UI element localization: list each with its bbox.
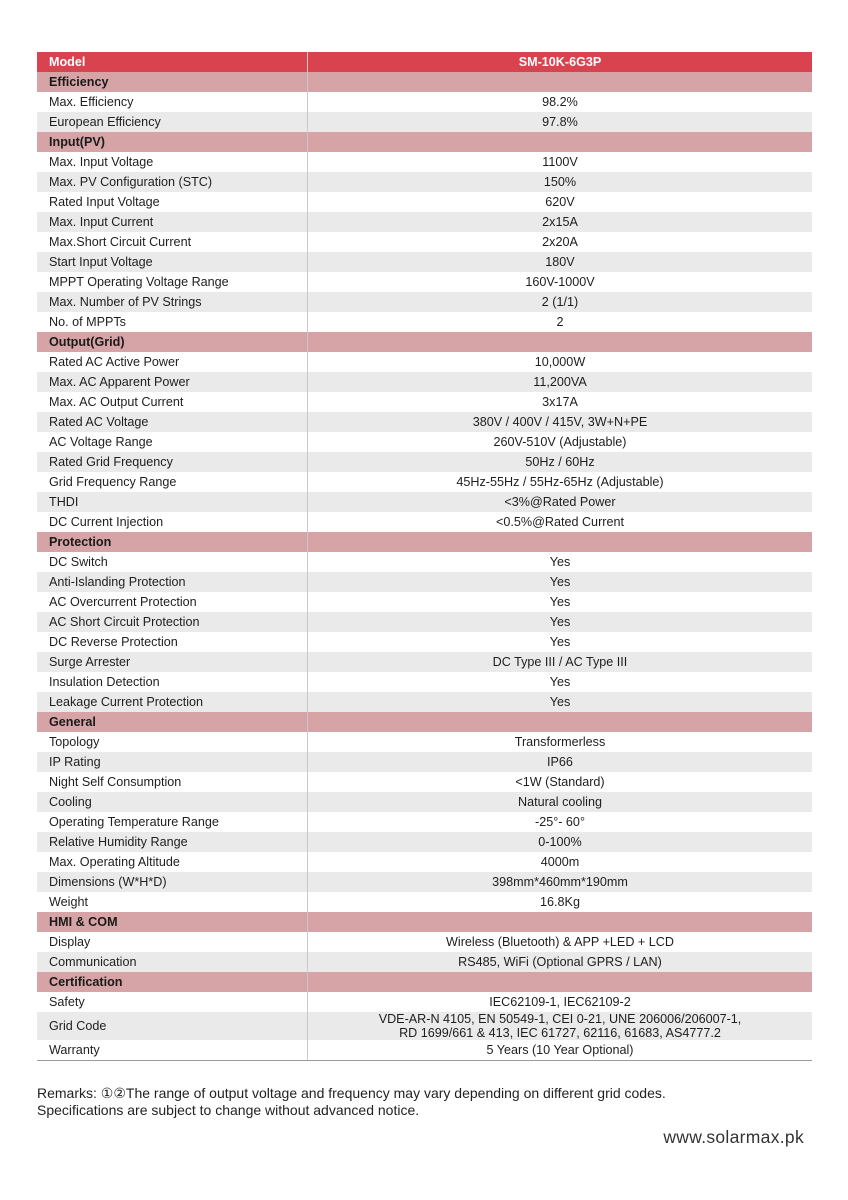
spec-label: Grid Code: [37, 1012, 308, 1040]
table-row: [37, 1012, 812, 1040]
spec-label: Display: [37, 932, 308, 952]
spec-value: IEC62109-1, IEC62109-2: [489, 995, 631, 1009]
spec-label: Relative Humidity Range: [37, 832, 308, 852]
model-name: SM-10K-6G3P: [308, 52, 813, 72]
spec-label: DC Switch: [37, 552, 308, 572]
table-row: [37, 212, 812, 232]
spec-label: Leakage Current Protection: [37, 692, 308, 712]
spec-label: Max. Input Current: [37, 212, 308, 232]
header-label: Model: [37, 52, 308, 72]
remarks-line-1: Remarks: ①②The range of output voltage and frequency may vary depending on different grid codes.: [37, 1085, 666, 1101]
table-row: [37, 452, 812, 472]
spec-label: Weight: [37, 892, 308, 912]
spec-label: Grid Frequency Range: [37, 472, 308, 492]
table-row: [37, 792, 812, 812]
spec-label: DC Reverse Protection: [37, 632, 308, 652]
spec-value: 97.8%: [308, 112, 813, 132]
table-row: [37, 232, 812, 252]
table-row: [37, 752, 812, 772]
website-url: www.solarmax.pk: [663, 1127, 804, 1147]
spec-label: Operating Temperature Range: [37, 812, 308, 832]
spec-value: 2x20A: [542, 235, 578, 249]
spec-value: 2: [556, 315, 564, 329]
section-header: [37, 712, 812, 732]
table-row: [37, 552, 812, 572]
table-row: [37, 412, 812, 432]
spec-label: European Efficiency: [37, 112, 308, 132]
spec-label: Rated AC Voltage: [37, 412, 308, 432]
table-row: [37, 992, 812, 1012]
section-header: [37, 72, 812, 92]
spec-value: 380V / 400V / 415V, 3W+N+PE: [308, 412, 813, 432]
section-title: Efficiency: [37, 72, 308, 92]
spec-label: Anti-Islanding Protection: [37, 572, 308, 592]
spec-label: Rated AC Active Power: [37, 352, 308, 372]
spec-value: 3x17A: [542, 395, 578, 409]
spec-value: 2x15A: [308, 212, 813, 232]
table-row: [37, 352, 812, 372]
table-row: [37, 812, 812, 832]
spec-value: Yes: [308, 612, 813, 632]
table-row: [37, 192, 812, 212]
section-title: Output(Grid): [37, 332, 308, 352]
spec-label: Max. PV Configuration (STC): [37, 172, 308, 192]
spec-label: Rated Input Voltage: [37, 192, 308, 212]
spec-value-line: RD 1699/661 & 413, IEC 61727, 62116, 61683, AS4777.2: [399, 1026, 721, 1040]
section-header: [37, 132, 812, 152]
table-header-row: [37, 52, 812, 72]
spec-value: 398mm*460mm*190mm: [308, 872, 813, 892]
table-row: [37, 692, 812, 712]
spec-label: AC Short Circuit Protection: [37, 612, 308, 632]
spec-value: 16.8Kg: [540, 895, 580, 909]
spec-label: AC Voltage Range: [37, 432, 308, 452]
spec-value: Yes: [308, 572, 813, 592]
spec-label: Max. Operating Altitude: [37, 852, 308, 872]
spec-label: THDI: [37, 492, 308, 512]
spec-value-line: VDE-AR-N 4105, EN 50549-1, CEI 0-21, UNE 206006/206007-1,: [378, 1012, 742, 1026]
table-row: [37, 292, 812, 312]
spec-value: [308, 1012, 813, 1040]
table-row: [37, 472, 812, 492]
table-row: [37, 172, 812, 192]
table-row: [37, 372, 812, 392]
spec-value: Yes: [549, 635, 571, 649]
spec-value: Transformerless: [514, 735, 606, 749]
spec-value: <1W (Standard): [515, 775, 605, 789]
spec-label: AC Overcurrent Protection: [37, 592, 308, 612]
spec-label: Topology: [37, 732, 308, 752]
spec-label: Max. AC Output Current: [37, 392, 308, 412]
table-row: [37, 432, 812, 452]
table-row: [37, 892, 812, 912]
section-fill: [308, 72, 813, 92]
spec-label: Max.Short Circuit Current: [37, 232, 308, 252]
spec-value: 150%: [308, 172, 813, 192]
table-row: [37, 652, 812, 672]
spec-label: Max. AC Apparent Power: [37, 372, 308, 392]
spec-value: Yes: [549, 675, 571, 689]
spec-value: IP66: [308, 752, 813, 772]
table-row: [37, 572, 812, 592]
table-row: [37, 1040, 812, 1061]
section-fill: [308, 332, 813, 352]
spec-value: <0.5%@Rated Current: [496, 515, 624, 529]
spec-label: Safety: [37, 992, 308, 1012]
spec-value: 50Hz / 60Hz: [308, 452, 813, 472]
spec-label: Dimensions (W*H*D): [37, 872, 308, 892]
spec-value: 0-100%: [308, 832, 813, 852]
section-fill: [308, 132, 813, 152]
spec-label: Warranty: [37, 1040, 308, 1061]
section-title: Protection: [37, 532, 308, 552]
spec-label: IP Rating: [37, 752, 308, 772]
spec-value: Natural cooling: [308, 792, 813, 812]
spec-value: Yes: [308, 692, 813, 712]
spec-value: DC Type III / AC Type III: [308, 652, 813, 672]
section-fill: [308, 712, 813, 732]
section-fill: [308, 532, 813, 552]
spec-value: 10,000W: [534, 355, 586, 369]
spec-table-body: [37, 52, 812, 1061]
spec-value: 5 Years (10 Year Optional): [308, 1040, 813, 1061]
spec-value: 260V-510V (Adjustable): [493, 435, 627, 449]
spec-value: 180V: [308, 252, 813, 272]
spec-value: 1100V: [542, 155, 578, 169]
section-title: General: [37, 712, 308, 732]
spec-label: Max. Number of PV Strings: [37, 292, 308, 312]
spec-value: 11,200VA: [308, 372, 813, 392]
remarks: [37, 1085, 817, 1119]
spec-value: 98.2%: [542, 95, 578, 109]
spec-value: RS485, WiFi (Optional GPRS / LAN): [308, 952, 813, 972]
section-title: HMI & COM: [37, 912, 308, 932]
table-row: [37, 632, 812, 652]
table-row: [37, 932, 812, 952]
table-row: [37, 392, 812, 412]
table-row: [37, 952, 812, 972]
table-row: [37, 312, 812, 332]
spec-label: Cooling: [37, 792, 308, 812]
table-row: [37, 252, 812, 272]
section-header: [37, 972, 812, 992]
spec-value: 45Hz-55Hz / 55Hz-65Hz (Adjustable): [456, 475, 664, 489]
spec-label: Night Self Consumption: [37, 772, 308, 792]
spec-label: Rated Grid Frequency: [37, 452, 308, 472]
spec-value: Yes: [549, 555, 571, 569]
table-row: [37, 772, 812, 792]
spec-label: Max. Efficiency: [37, 92, 308, 112]
section-fill: [308, 912, 813, 932]
spec-label: Insulation Detection: [37, 672, 308, 692]
spec-label: DC Current Injection: [37, 512, 308, 532]
table-row: [37, 492, 812, 512]
spec-value: Wireless (Bluetooth) & APP +LED + LCD: [446, 935, 674, 949]
section-header: [37, 332, 812, 352]
table-row: [37, 592, 812, 612]
table-row: [37, 732, 812, 752]
spec-value: 160V-1000V: [525, 275, 595, 289]
spec-label: No. of MPPTs: [37, 312, 308, 332]
spec-label: MPPT Operating Voltage Range: [37, 272, 308, 292]
section-header: [37, 912, 812, 932]
spec-value: Yes: [549, 595, 571, 609]
table-row: [37, 852, 812, 872]
table-row: [37, 832, 812, 852]
section-header: [37, 532, 812, 552]
spec-value: 4000m: [540, 855, 580, 869]
table-row: [37, 512, 812, 532]
section-fill: [308, 972, 813, 992]
spec-label: Surge Arrester: [37, 652, 308, 672]
table-row: [37, 112, 812, 132]
spec-label: Max. Input Voltage: [37, 152, 308, 172]
spec-value: -25°- 60°: [535, 815, 585, 829]
table-row: [37, 612, 812, 632]
spec-value: 2 (1/1): [308, 292, 813, 312]
spec-value: 620V: [545, 195, 575, 209]
remarks-line-2: Specifications are subject to change without advanced notice.: [37, 1102, 420, 1118]
section-title: Certification: [37, 972, 308, 992]
table-row: [37, 872, 812, 892]
table-row: [37, 272, 812, 292]
table-row: [37, 672, 812, 692]
spec-label: Communication: [37, 952, 308, 972]
spec-table: [37, 52, 812, 1061]
section-title: Input(PV): [37, 132, 308, 152]
table-row: [37, 92, 812, 112]
table-row: [37, 152, 812, 172]
spec-label: Start Input Voltage: [37, 252, 308, 272]
spec-value: <3%@Rated Power: [308, 492, 813, 512]
